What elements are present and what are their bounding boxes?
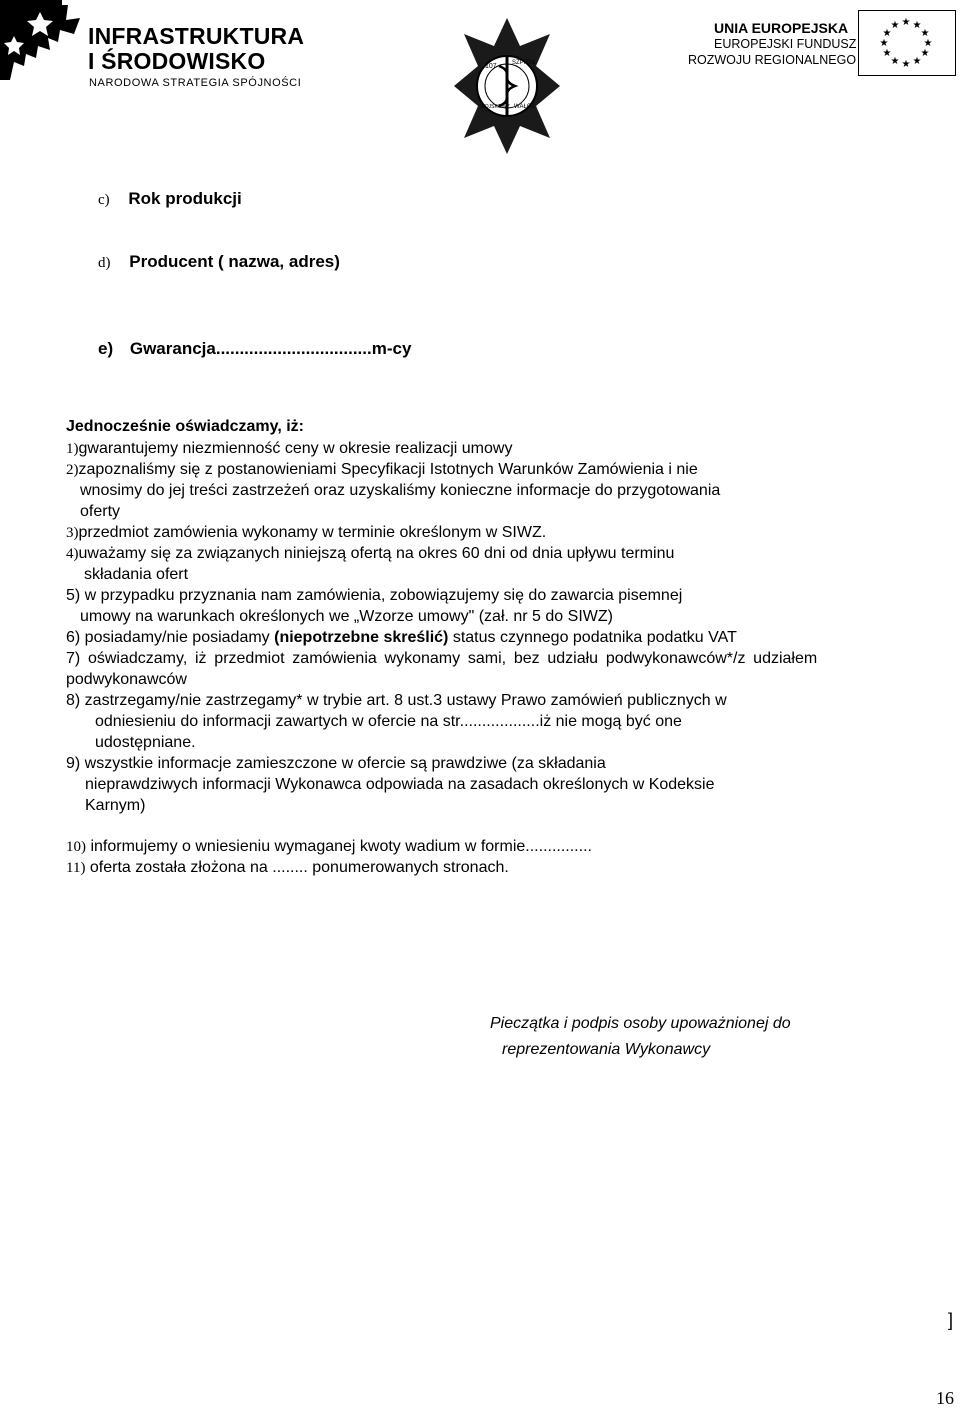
point-1-text: gwarantujemy niezmienność ceny w okresie realizacji umowy [78, 440, 513, 457]
item-c [98, 189, 242, 210]
point-9-line2: nieprawdziwych informacji Wykonawca odpowiada na zasadach określonych w Kodeksie [85, 776, 715, 793]
eu-logo-line2: EUROPEJSKI FUNDUSZ [714, 37, 857, 51]
logo-text-line1: INFRASTRUKTURA [88, 23, 305, 49]
svg-text:★: ★ [879, 38, 889, 49]
signature-line2: reprezentowania Wykonawcy [502, 1041, 711, 1058]
svg-text:★: ★ [920, 28, 930, 39]
declaration-heading: Jednocześnie oświadczamy, iż: [66, 418, 305, 435]
eu-logo-line3: ROZWOJU REGIONALNEGO [688, 53, 857, 67]
svg-text:★: ★ [920, 48, 930, 59]
point-11 [66, 858, 509, 878]
emblem-text-szpital: SZPITAL [512, 60, 536, 66]
svg-text:★: ★ [882, 28, 892, 39]
point-1-num: 1) [66, 441, 79, 457]
logo-text-line2: I ŚRODOWISKO [88, 48, 266, 74]
item-d [98, 252, 340, 273]
infrastruktura-logo-mark [0, 0, 80, 95]
point-6-pre: 6) posiadamy/nie posiadamy [66, 629, 275, 646]
point-4-text1: uważamy się za związanych niniejszą ofertą na okres 60 dni od dnia upływu terminu [78, 545, 675, 562]
point-2-line2: wnosimy do jej treści zastrzeżeń oraz uzyskaliśmy konieczne informacje do przygotowania [80, 482, 721, 499]
page-number: 16 [936, 1388, 954, 1408]
point-4-num: 4) [66, 546, 79, 562]
svg-text:★: ★ [890, 20, 900, 31]
point-8-line3: udostępniane. [95, 734, 196, 751]
eu-logo-line1: UNIA EUROPEJSKA [714, 20, 849, 36]
svg-text:★: ★ [923, 38, 933, 49]
item-c-text: Rok produkcji [128, 189, 242, 208]
svg-text:★: ★ [901, 59, 911, 70]
point-4-line1 [66, 544, 674, 564]
point-9-line3: Karnym) [85, 797, 146, 814]
point-2-line3: oferty [80, 503, 121, 520]
point-1 [66, 439, 512, 459]
point-10 [66, 837, 592, 857]
point-6-post: status czynnego podatnika podatku VAT [448, 629, 737, 646]
point-5-line1: 5) w przypadku przyznania nam zamówienia, zobowiązujemy się do zawarcia pisemnej [66, 587, 683, 604]
point-10-text: informujemy o wniesieniu wymaganej kwoty wadium w formie............... [90, 838, 592, 855]
point-11-text: oferta została złożona na ........ ponumerowanych stronach. [89, 859, 509, 876]
point-2-text1: zapoznaliśmy się z postanowieniami Specyfikacji Istotnych Warunków Zamówienia i nie [78, 461, 698, 478]
emblem-text-107: 107 [485, 63, 497, 70]
point-3 [66, 523, 546, 543]
point-3-num: 3) [66, 525, 79, 541]
svg-text:★: ★ [912, 20, 922, 31]
point-2-line1 [66, 460, 698, 480]
item-c-marker: c) [98, 192, 110, 208]
point-6-bold: (niepotrzebne skreślić) [274, 629, 449, 646]
point-10-num: 10) [66, 839, 86, 855]
svg-text:★: ★ [882, 48, 892, 59]
logo-text-line3: NARODOWA STRATEGIA SPÓJNOŚCI [89, 77, 302, 89]
item-d-marker: d) [98, 255, 111, 271]
point-5-line2: umowy na warunkach określonych we „Wzorze umowy" (zał. nr 5 do SIWZ) [80, 608, 613, 625]
point-6 [66, 628, 737, 648]
svg-text:★: ★ [912, 56, 922, 67]
item-e-text: Gwarancja.................................m-cy [129, 339, 412, 358]
emblem-text-walcz: WAŁCZ [514, 104, 535, 110]
point-2-num: 2) [66, 462, 79, 478]
point-3-text: przedmiot zamówienia wykonamy w terminie określonym w SIWZ. [78, 524, 547, 541]
item-d-text: Producent ( nazwa, adres) [129, 252, 340, 271]
footer-bracket: ] [948, 1310, 954, 1330]
svg-text:★: ★ [901, 17, 911, 28]
point-11-num: 11) [66, 860, 86, 876]
item-e [98, 339, 411, 359]
point-7-line2: podwykonawców [66, 671, 187, 688]
point-4-line2: składania ofert [84, 566, 189, 583]
signature-line1: Pieczątka i podpis osoby upoważnionej do [490, 1015, 791, 1032]
point-9-line1: 9) wszystkie informacje zamieszczone w ofercie są prawdziwe (za składania [66, 755, 606, 772]
point-8-line2: odniesieniu do informacji zawartych w ofercie na str..................iż nie mogą być one [95, 713, 682, 730]
svg-text:★: ★ [890, 56, 900, 67]
point-8-line1: 8) zastrzegamy/nie zastrzegamy* w trybie art. 8 ust.3 ustawy Prawo zamówień publicznych w [66, 692, 727, 709]
emblem-text-wojskowy: WOJSKOWY [480, 104, 510, 110]
point-7-line1: 7) oświadczamy, iż przedmiot zamówienia wykonamy sami, bez udziału podwykonawców*/z udziałem [66, 650, 818, 667]
item-e-marker: e) [98, 339, 114, 358]
eu-flag-icon [858, 10, 956, 76]
military-hospital-emblem [452, 16, 562, 156]
